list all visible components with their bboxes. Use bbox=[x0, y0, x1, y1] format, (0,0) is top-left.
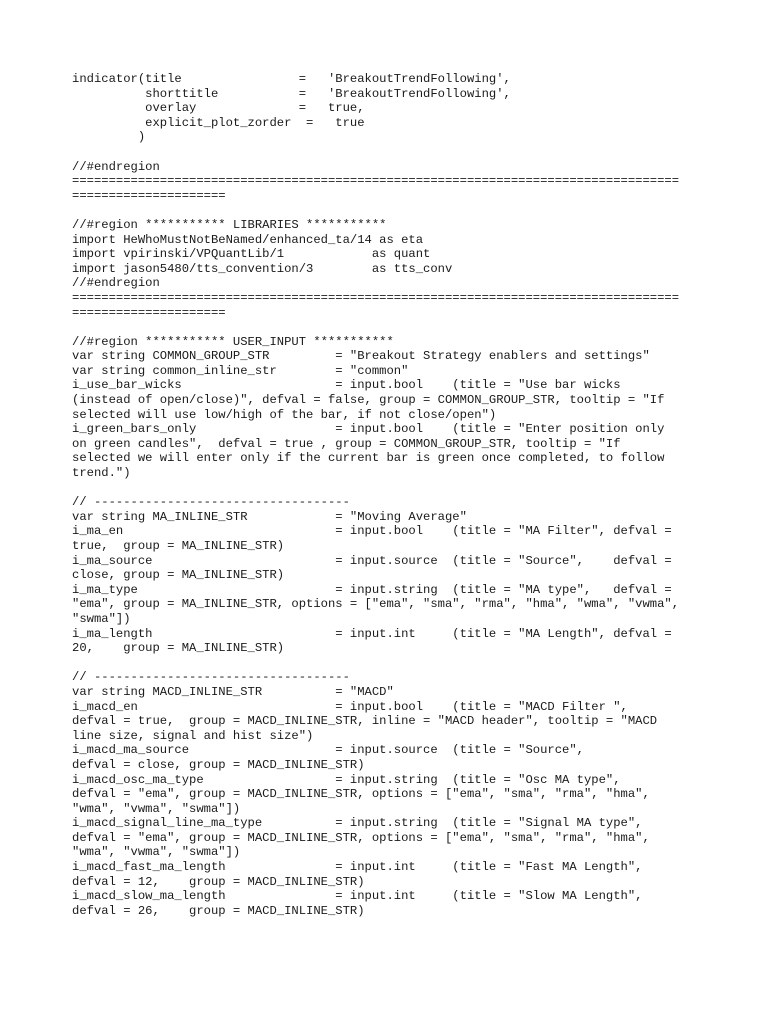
code-line: "wma", "vwma", "swma"]) bbox=[72, 801, 241, 816]
code-line: i_ma_source = input.source (title = "Source", defval = bbox=[72, 553, 672, 568]
code-line: //#region *********** USER_INPUT *********** bbox=[72, 334, 394, 349]
code-line: selected will use low/high of the bar, if not close/open") bbox=[72, 407, 497, 422]
code-line: 20, group = MA_INLINE_STR) bbox=[72, 641, 285, 656]
code-line: i_use_bar_wicks = input.bool (title = "Use bar wicks bbox=[72, 378, 621, 393]
code-line: true, group = MA_INLINE_STR) bbox=[72, 539, 285, 553]
code-line: defval = "ema", group = MACD_INLINE_STR, options = ["ema", "sma", "rma", "hma", bbox=[72, 787, 650, 802]
code-line: //#endregion bbox=[72, 276, 160, 291]
code-line: ) bbox=[72, 130, 146, 145]
code-line: import jason5480/tts_convention/3 as tts_conv bbox=[72, 261, 453, 276]
code-line: i_ma_en = input.bool (title = "MA Filter", defval = bbox=[72, 524, 672, 539]
code-line: import vpirinski/VPQuantLib/1 as quant bbox=[72, 247, 431, 262]
code-line: defval = 12, group = MACD_INLINE_STR) bbox=[72, 874, 365, 889]
code-line: selected we will enter only if the current bar is green once completed, to follow bbox=[72, 451, 665, 466]
code-line: ===================== bbox=[72, 305, 226, 320]
code-line: explicit_plot_zorder = true bbox=[72, 115, 365, 130]
code-line: // ----------------------------------- bbox=[72, 495, 350, 510]
code-line bbox=[72, 481, 702, 496]
code-line: indicator(title = 'BreakoutTrendFollowing', bbox=[72, 72, 511, 86]
code-line: i_macd_signal_line_ma_type = input.string (title = "Signal MA type", bbox=[72, 816, 643, 831]
code-line: //#region *********** LIBRARIES *********** bbox=[72, 217, 387, 232]
code-line: shorttitle = 'BreakoutTrendFollowing', bbox=[72, 86, 511, 101]
code-line: defval = 26, group = MACD_INLINE_STR) bbox=[72, 903, 365, 918]
code-line: i_macd_slow_ma_length = input.int (title = "Slow MA Length", bbox=[72, 889, 643, 904]
code-line bbox=[72, 145, 702, 160]
code-line: trend.") bbox=[72, 466, 131, 481]
code-listing bbox=[72, 72, 702, 918]
code-line: i_macd_ma_source = input.source (title = "Source", bbox=[72, 743, 584, 758]
code-line: defval = true, group = MACD_INLINE_STR, inline = "MACD header", tooltip = "MACD bbox=[72, 714, 658, 729]
code-line: i_macd_osc_ma_type = input.string (title = "Osc MA type", bbox=[72, 772, 621, 787]
code-line: var string common_inline_str = "common" bbox=[72, 363, 409, 378]
code-line: overlay = true, bbox=[72, 101, 365, 116]
code-line: i_macd_fast_ma_length = input.int (title = "Fast MA Length", bbox=[72, 860, 643, 875]
code-line: close, group = MA_INLINE_STR) bbox=[72, 568, 285, 583]
code-line: defval = "ema", group = MACD_INLINE_STR, options = ["ema", "sma", "rma", "hma", bbox=[72, 830, 650, 845]
code-line: import HeWhoMustNotBeNamed/enhanced_ta/14 as eta bbox=[72, 232, 424, 247]
code-line: (instead of open/close)", defval = false, group = COMMON_GROUP_STR, tooltip = "If bbox=[72, 393, 665, 408]
code-line: var string MACD_INLINE_STR = "MACD" bbox=[72, 684, 394, 699]
code-line: on green candles", defval = true , group = COMMON_GROUP_STR, tooltip = "If bbox=[72, 436, 621, 451]
code-line: "wma", "vwma", "swma"]) bbox=[72, 845, 241, 860]
code-line: i_macd_en = input.bool (title = "MACD Filter ", bbox=[72, 699, 628, 714]
code-line: line size, signal and hist size") bbox=[72, 728, 314, 743]
code-line: =================================================================================== bbox=[72, 174, 680, 189]
code-line: "ema", group = MA_INLINE_STR, options = ["ema", "sma", "rma", "hma", "wma", "vwma", bbox=[72, 597, 680, 612]
code-line: var string MA_INLINE_STR = "Moving Average" bbox=[72, 509, 467, 524]
code-line bbox=[72, 203, 702, 218]
code-line: //#endregion bbox=[72, 159, 160, 174]
code-line: i_green_bars_only = input.bool (title = "Enter position only bbox=[72, 422, 665, 437]
code-line: i_ma_type = input.string (title = "MA type", defval = bbox=[72, 582, 672, 597]
code-line bbox=[72, 320, 702, 335]
code-line bbox=[72, 656, 702, 671]
code-line: "swma"]) bbox=[72, 611, 131, 626]
code-line: ===================== bbox=[72, 188, 226, 203]
code-line: =================================================================================== bbox=[72, 290, 680, 305]
code-line: var string COMMON_GROUP_STR = "Breakout Strategy enablers and settings" bbox=[72, 349, 650, 364]
code-line: // ----------------------------------- bbox=[72, 670, 350, 685]
code-line: i_ma_length = input.int (title = "MA Length", defval = bbox=[72, 626, 672, 641]
code-line: defval = close, group = MACD_INLINE_STR) bbox=[72, 757, 365, 772]
